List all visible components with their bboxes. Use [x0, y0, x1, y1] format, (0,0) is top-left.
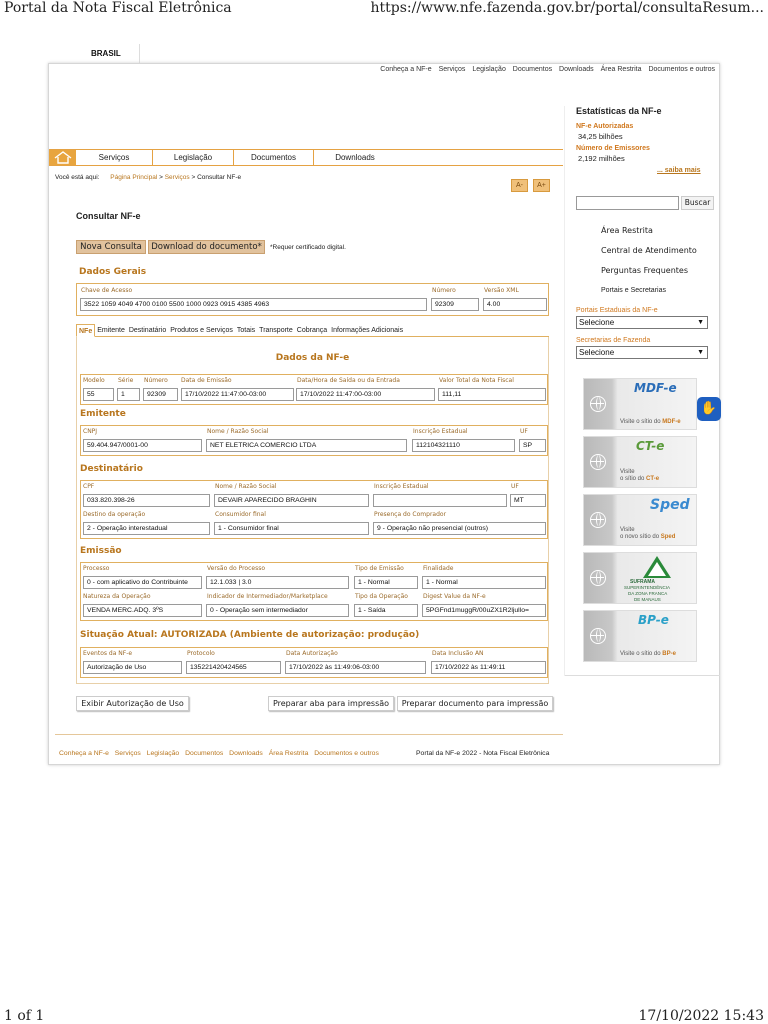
top-link[interactable]: Downloads: [559, 66, 594, 73]
nav-servicos[interactable]: Serviços: [76, 150, 153, 165]
dados-nfe-box: [80, 374, 548, 405]
sped-logo: Sped: [650, 497, 690, 513]
nav-downloads[interactable]: Downloads: [335, 153, 375, 162]
cnpj-value: 59.404.947/0001-00: [83, 439, 202, 452]
emitente-box: [80, 425, 548, 456]
field-label: Inscrição Estadual: [374, 483, 429, 490]
field-label: UF: [520, 428, 528, 435]
download-document-button[interactable]: Download do documento*: [148, 240, 265, 254]
banner-text: o sítio do CT-e: [620, 476, 660, 482]
top-link[interactable]: Conheça a NF-e: [380, 66, 432, 73]
consumidor-final-value: 1 - Consumidor final: [214, 522, 369, 535]
breadcrumb-home[interactable]: Página Principal: [110, 174, 158, 181]
field-label: Versão do Processo: [207, 565, 265, 572]
intermediador-value: 0 - Operação sem intermediador: [206, 604, 349, 617]
globe-icon: [590, 628, 606, 644]
nova-consulta-button[interactable]: Nova Consulta: [76, 240, 146, 254]
field-label: Finalidade: [423, 565, 454, 572]
tab-produtos[interactable]: Produtos e Serviços: [170, 327, 233, 334]
field-label: Série: [118, 377, 134, 384]
presenca-comprador-value: 9 - Operação não presencial (outros): [373, 522, 546, 535]
field-label: Nome / Razão Social: [215, 483, 277, 490]
banner-mdfe[interactable]: [583, 378, 697, 430]
banner-text: Visite: [620, 469, 635, 475]
footer-link[interactable]: Serviços: [114, 750, 141, 757]
breadcrumb-servicos[interactable]: Serviços: [164, 174, 190, 181]
footer-link[interactable]: Documentos: [185, 750, 224, 757]
certificate-note: *Requer certificado digital.: [270, 244, 346, 251]
field-label: Número: [144, 377, 168, 384]
field-label: Data/Hora de Saída ou da Entrada: [297, 377, 400, 384]
bpe-logo: BP-e: [638, 613, 669, 627]
protocolo-value: 135221420424565: [186, 661, 281, 674]
suframa-logo: SUFRAMA: [630, 579, 655, 585]
print-title: Portal da Nota Fiscal Eletrônica: [4, 0, 232, 16]
section-dados-nfe: Dados da NF-e: [275, 353, 350, 363]
footer-link[interactable]: Documentos e outros: [314, 750, 379, 757]
saiba-mais-link[interactable]: ... saiba mais: [657, 167, 701, 174]
field-label: Natureza da Operação: [83, 593, 151, 600]
footer-link[interactable]: Legislação: [146, 750, 180, 757]
tipo-emissao-value: 1 - Normal: [354, 576, 418, 589]
nav-documentos[interactable]: Documentos: [234, 150, 314, 165]
cte-logo: CT-e: [636, 439, 665, 453]
field-label: Data Autorização: [286, 650, 338, 657]
top-link[interactable]: Serviços: [438, 66, 466, 73]
field-label: UF: [511, 483, 519, 490]
eventos-value: Autorização de Uso: [83, 661, 182, 674]
footer-link[interactable]: Área Restrita: [268, 750, 309, 757]
tipo-operacao-value: 1 - Saída: [354, 604, 418, 617]
breadcrumb-current: Consultar NF-e: [197, 174, 242, 181]
print-datetime: 17/10/2022 15:43: [638, 1008, 764, 1024]
nfe-tabs: [76, 324, 549, 337]
sidebar-bottom-divider: [565, 675, 720, 676]
dest-razao-social-value: DEVAIR APARECIDO BRAGHIN: [214, 494, 369, 507]
banner-bpe[interactable]: [583, 610, 697, 662]
top-link[interactable]: Documentos: [512, 66, 553, 73]
suframa-triangle-icon: [642, 555, 672, 579]
dest-inscricao-value: [373, 494, 507, 507]
top-link[interactable]: Documentos e outros: [648, 66, 715, 73]
field-label: Tipo da Operação: [355, 593, 408, 600]
brasil-bar[interactable]: BRASIL: [80, 44, 140, 66]
tab-cobranca[interactable]: Cobrança: [296, 327, 328, 334]
portais-label: Portais Estaduais da NF-e: [576, 307, 658, 314]
natureza-operacao-value: VENDA MERC.ADQ. 3ºS: [83, 604, 202, 617]
banner-text: Visite o sítio do BP-e: [620, 651, 676, 657]
destinatario-box: [80, 480, 548, 539]
field-label: Valor Total da Nota Fiscal: [439, 377, 514, 384]
preparar-aba-button[interactable]: Preparar aba para impressão: [268, 696, 394, 711]
font-decrease-button[interactable]: A-: [511, 179, 528, 192]
field-label: Modelo: [83, 377, 105, 384]
sidebar-divider: [564, 106, 565, 676]
secretarias-label: Secretarias de Fazenda: [576, 337, 651, 344]
data-inclusao-value: 17/10/2022 às 11:49:11: [431, 661, 546, 674]
field-label: Presença do Comprador: [374, 511, 447, 518]
field-label: Protocolo: [187, 650, 215, 657]
field-label: Eventos da NF-e: [83, 650, 133, 657]
numero-value: 92309: [431, 298, 479, 311]
data-autorizacao-value: 17/10/2022 às 11:49:06-03:00: [285, 661, 426, 674]
field-label: Tipo de Emissão: [355, 565, 404, 572]
field-label: Indicador de Intermediador/Marketplace: [207, 593, 328, 600]
search-button[interactable]: Buscar: [681, 196, 714, 210]
banner-text: DA ZONA FRANCA: [628, 591, 668, 596]
banner-text: Visite: [620, 527, 635, 533]
versao-processo-value: 12.1.033 | 3.0: [206, 576, 349, 589]
field-label: Digest Value da NF-e: [423, 593, 486, 600]
stats-title: Estatísticas da NF-e: [576, 106, 662, 116]
field-label: Data Inclusão AN: [432, 650, 484, 657]
font-increase-button[interactable]: A+: [533, 179, 550, 192]
emissao-box: [80, 562, 548, 621]
section-dados-gerais: Dados Gerais: [79, 267, 147, 277]
banner-text: o novo sítio do Sped: [620, 534, 676, 540]
data-saida-value: 17/10/2022 11:47:00-03:00: [296, 388, 435, 401]
field-label: Inscrição Estadual: [413, 428, 468, 435]
chevron-down-icon: ▼: [697, 349, 704, 356]
field-label: CPF: [83, 483, 95, 490]
section-destinatario: Destinatário: [80, 464, 143, 474]
field-label: Data de Emissão: [181, 377, 232, 384]
preparar-documento-button[interactable]: Preparar documento para impressão: [397, 696, 553, 711]
footer-divider: [55, 734, 563, 735]
banner-sped[interactable]: [583, 494, 697, 546]
tab-nfe[interactable]: NFe: [76, 324, 95, 337]
versao-xml-value: 4.00: [483, 298, 547, 311]
exibir-autorizacao-button[interactable]: Exibir Autorização de Uso: [76, 696, 189, 711]
globe-icon: [590, 396, 606, 412]
banner-cte[interactable]: [583, 436, 697, 488]
field-label: CNPJ: [83, 428, 98, 435]
field-label: Consumidor final: [215, 511, 266, 518]
sidebar-link-portais[interactable]: Portais e Secretarias: [601, 287, 666, 294]
numero-nfe-value: 92309: [143, 388, 178, 401]
field-label: Número: [432, 287, 456, 294]
tab-destinatario[interactable]: Destinatário: [128, 327, 167, 334]
section-emissao: Emissão: [80, 546, 122, 556]
chevron-down-icon: ▼: [697, 319, 704, 326]
section-emitente: Emitente: [80, 409, 126, 419]
top-link[interactable]: Área Restrita: [600, 66, 642, 73]
search-input[interactable]: [576, 196, 679, 210]
field-label: Versão XML: [484, 287, 519, 294]
tab-panel: [76, 337, 549, 684]
banner-text: DE MANAUS: [634, 597, 661, 602]
modelo-value: 55: [83, 388, 114, 401]
sidebar-link-central[interactable]: Central de Atendimento: [601, 246, 697, 255]
nav-legislacao[interactable]: Legislação: [153, 150, 234, 165]
print-url: https://www.nfe.fazenda.gov.br/portal/consultaResum...: [370, 0, 764, 16]
mdfe-logo: MDF-e: [634, 381, 677, 395]
tab-totais[interactable]: Totais: [236, 327, 256, 334]
finalidade-value: 1 - Normal: [422, 576, 546, 589]
globe-icon: [590, 454, 606, 470]
sidebar-link-perguntas[interactable]: Perguntas Frequentes: [601, 266, 688, 275]
page-title: Consultar NF-e: [76, 211, 141, 221]
stat-label: Número de Emissores: [576, 145, 650, 152]
uf-value: SP: [519, 439, 546, 452]
valor-total-value: 111,11: [438, 388, 546, 401]
banner-suframa[interactable]: [583, 552, 697, 604]
tab-emitente[interactable]: Emitente: [97, 327, 125, 334]
processo-value: 0 - com aplicativo do Contribuinte: [83, 576, 202, 589]
secretarias-select[interactable]: Selecione ▼: [576, 346, 708, 359]
data-emissao-value: 17/10/2022 11:47:00-03:00: [181, 388, 294, 401]
section-situacao: Situação Atual: AUTORIZADA (Ambiente de autorização: produção): [80, 630, 420, 640]
cpf-value: 033.820.398-26: [83, 494, 210, 507]
footer-copyright: Portal da NF-e 2022 - Nota Fiscal Eletrônica: [416, 750, 550, 757]
stat-label: NF-e Autorizadas: [576, 123, 634, 130]
footer-links: [59, 750, 383, 757]
top-link[interactable]: Legislação: [472, 66, 506, 73]
field-label: Chave de Acesso: [81, 287, 133, 294]
inscricao-estadual-value: 112104321110: [412, 439, 515, 452]
footer-link[interactable]: Conheça a NF-e: [59, 750, 109, 757]
globe-icon: [590, 512, 606, 528]
footer-link[interactable]: Downloads: [229, 750, 263, 757]
globe-icon: [590, 570, 606, 586]
print-page: 1 of 1: [4, 1008, 45, 1024]
field-label: Destino da operação: [83, 511, 146, 518]
field-label: Nome / Razão Social: [207, 428, 269, 435]
serie-value: 1: [117, 388, 140, 401]
tab-informacoes[interactable]: Informações Adicionais: [331, 327, 404, 334]
stat-value: 34,25 bilhões: [578, 132, 623, 141]
chave-acesso-value: 3522 1059 4049 4700 0100 5500 1000 0923 0915 4385 4963: [80, 298, 427, 311]
dados-gerais-box: [76, 283, 549, 316]
portais-select[interactable]: Selecione ▼: [576, 316, 708, 329]
razao-social-value: NET ELETRICA COMERCIO LTDA: [206, 439, 407, 452]
main-nav: [49, 149, 563, 166]
home-icon[interactable]: [49, 150, 76, 165]
digest-value: 5PGFnd1muggR/00uZX1R2ljullo=: [422, 604, 546, 617]
stat-value: 2,192 milhões: [578, 154, 625, 163]
sidebar-link-area-restrita[interactable]: Área Restrita: [601, 226, 653, 235]
destino-operacao-value: 2 - Operação interestadual: [83, 522, 210, 535]
field-label: Processo: [83, 565, 110, 572]
breadcrumb: Você está aqui: Página Principal > Serviços > Consultar NF-e: [55, 174, 242, 181]
top-links: [375, 66, 715, 73]
portal-frame: [48, 63, 720, 765]
situacao-box: [80, 647, 548, 678]
dest-uf-value: MT: [510, 494, 546, 507]
accessibility-icon[interactable]: ✋: [697, 397, 721, 421]
banner-text: SUPERINTENDÊNCIA: [624, 585, 671, 590]
tab-transporte[interactable]: Transporte: [259, 327, 293, 334]
banner-text: Visite o sítio do MDF-e: [620, 419, 681, 425]
